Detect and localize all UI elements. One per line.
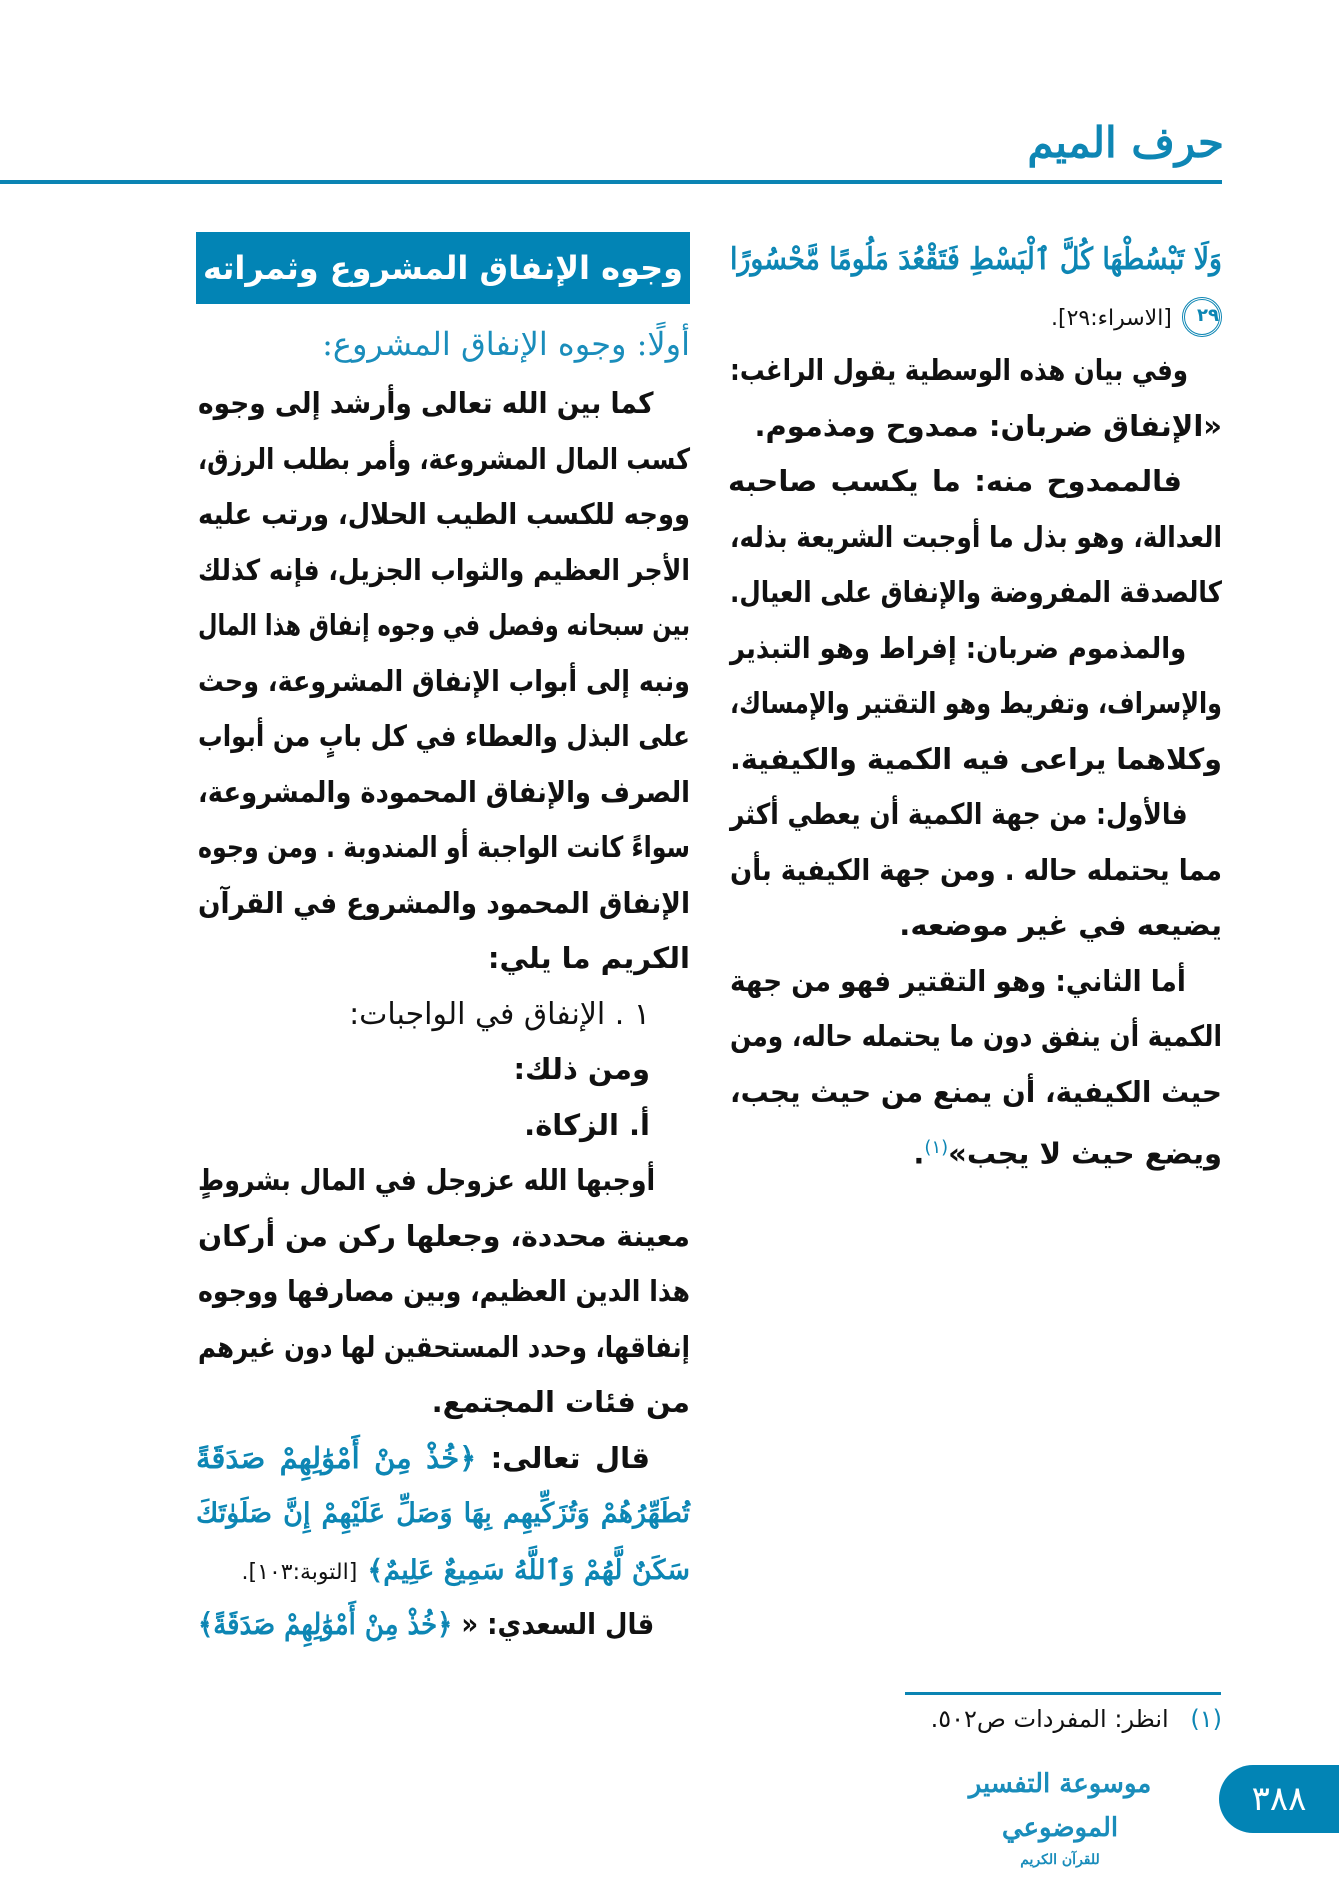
verse-line: وَلَا تَبْسُطْهَا كُلَّ ٱلْبَسْطِ فَتَقْعُدَ مَلُومًا مَّحْسُورًا — [730, 242, 1222, 277]
line-text: حيث الكيفية، أن يمنع من حيث يجب، — [730, 1074, 1222, 1109]
text-line — [198, 543, 690, 599]
line-text: ١ . الإنفاق في الواجبات: — [349, 996, 650, 1032]
header-divider — [0, 180, 1222, 184]
verse-reference: [الاسراء:٢٩]. — [1050, 305, 1172, 331]
ayah-number-ornament: ٢٩ — [1182, 297, 1222, 337]
quran-line: تُطَهِّرُهُمْ وَتُزَكِّيهِم بِهَا وَصَلِّ عَلَيْهِمْ إِنَّ صَلَوٰتَكَ — [196, 1498, 690, 1529]
logo-title: موسوعة التفسير الموضوعي — [968, 1769, 1152, 1843]
text-line — [198, 709, 690, 765]
quote-intro: قال تعالى: — [490, 1440, 650, 1475]
line-text: فالأول: من جهة الكمية أن يعطي أكثر — [730, 797, 1188, 831]
right-column — [728, 232, 1222, 1176]
line-text: وفي بيان هذه الوسطية يقول الراغب: — [730, 353, 1189, 387]
text-line — [728, 454, 1222, 510]
line-text: العدالة، وهو بذل ما أوجبت الشريعة بذله، — [730, 519, 1222, 554]
line-text: أ. الزكاة. — [524, 1107, 650, 1142]
text-line — [197, 654, 690, 710]
line-text: الصرف والإنفاق المحمودة والمشروعة، — [197, 774, 690, 809]
page-number: ٣٨٨ — [1219, 1765, 1339, 1833]
text-line — [196, 1098, 690, 1154]
line-text: ونبه إلى أبواب الإنفاق المشروعة، وحث — [197, 663, 690, 698]
text-line — [730, 732, 1222, 788]
line-text: فالممدوح منه: ما يكسب صاحبه — [728, 464, 1182, 498]
line-text: «الإنفاق ضربان: ممدوح ومذموم. — [754, 408, 1222, 443]
verse-reference: [التوبة:١٠٣]. — [241, 1559, 358, 1585]
text-line — [730, 510, 1222, 566]
quran-text: سَكَنٌ لَّهُمْ وَٱللَّهُ سَمِيعٌ عَلِيمٌ﴾ — [367, 1554, 690, 1586]
line-text: معينة محددة، وجعلها ركن من أركان — [198, 1218, 690, 1253]
line-text: أما الثاني: وهو التقتير فهو من جهة — [730, 963, 1186, 998]
line-text: هذا الدين العظيم، وبين مصارفها ووجوه — [198, 1274, 690, 1308]
text-line — [730, 1065, 1222, 1121]
line-text: ويضع حيث لا يجب» — [948, 1136, 1222, 1171]
line-text: الإنفاق المحمود والمشروع في القرآن — [198, 885, 691, 920]
text-line — [197, 432, 690, 488]
subheading: أولًا: وجوه الإنفاق المشروع: — [322, 325, 690, 363]
series-logo — [935, 1762, 1185, 1868]
text-line — [198, 876, 691, 932]
verse-ref-line — [728, 288, 1222, 344]
text-line — [198, 1320, 690, 1376]
line-text: أوجبها الله عزوجل في المال بشروطٍ — [198, 1163, 656, 1197]
text-line — [728, 898, 1222, 954]
line-text: والإسراف، وتفريط وهو التقتير والإمساك، — [730, 686, 1222, 720]
saadi-line — [197, 1597, 690, 1653]
footnote-divider — [905, 1692, 1221, 1695]
footnote-ref[interactable]: (١) — [924, 1137, 949, 1158]
line-text: ومن ذلك: — [513, 1052, 650, 1086]
text-line — [728, 399, 1222, 455]
line-text: إنفاقها، وحدد المستحقين لها دون غيرهم — [198, 1329, 690, 1364]
text-line — [730, 343, 1222, 399]
text-line — [730, 954, 1222, 1010]
line-text: كسب المال المشروعة، وأمر بطلب الرزق، — [197, 441, 690, 476]
footnote — [931, 1705, 1222, 1733]
quran-line — [196, 1542, 690, 1598]
text-line — [730, 621, 1222, 677]
line-text: والمذموم ضربان: إفراط وهو التبذير — [730, 630, 1187, 665]
text-line — [198, 487, 690, 543]
text-line — [730, 565, 1222, 621]
text-line — [198, 820, 690, 876]
text-line — [730, 843, 1222, 899]
line-text: وكلاهما يراعى فيه الكمية والكيفية. — [730, 741, 1222, 776]
text-line — [198, 376, 690, 432]
line-text: على البذل والعطاء في كل بابٍ من أبواب — [198, 719, 690, 753]
text-line — [198, 1153, 690, 1209]
text-line — [728, 1120, 1222, 1176]
text-line — [198, 1209, 690, 1265]
line-text: ووجه للكسب الطيب الحلال، ورتب عليه — [198, 497, 690, 531]
line-text: سواءً كانت الواجبة أو المندوبة . ومن وجوه — [198, 830, 690, 864]
left-column — [196, 232, 690, 1653]
line-text: الكمية أن ينفق دون ما يحتمله حاله، ومن — [730, 1019, 1222, 1053]
line-text: بين سبحانه وفصل في وجوه إنفاق هذا المال — [198, 608, 690, 642]
footnote-number: (١) — [1190, 1705, 1222, 1733]
saadi-intro: قال السعدي: « — [461, 1607, 655, 1641]
text-line — [196, 931, 690, 987]
text-line — [196, 987, 690, 1043]
text-line — [198, 1264, 690, 1320]
line-text: كالصدقة المفروضة والإنفاق على العيال. — [730, 575, 1222, 609]
text-line — [730, 676, 1222, 732]
text-line — [196, 1042, 690, 1098]
text-line — [196, 1375, 690, 1431]
line-text: مما يحتمله حاله . ومن جهة الكيفية بأن — [730, 852, 1222, 887]
chapter-title: حرف الميم — [1027, 118, 1224, 167]
footnote-text: انظر: المفردات ص٥٠٢. — [930, 1705, 1169, 1733]
quote-line — [196, 1431, 690, 1487]
line-text: الأجر العظيم والثواب الجزيل، فإنه كذلك — [198, 552, 690, 587]
line-text: من فئات المجتمع. — [431, 1385, 690, 1419]
text-line — [730, 1009, 1222, 1065]
text-line — [730, 787, 1222, 843]
text-line — [197, 765, 690, 821]
line-text: يضيعه في غير موضعه. — [899, 908, 1222, 942]
period: . — [913, 1136, 925, 1171]
text-line — [198, 598, 690, 654]
section-banner: وجوه الإنفاق المشروع وثمراته — [196, 232, 690, 304]
quran-text: ﴿خُذْ مِنْ أَمْوَٰلِهِمْ صَدَقَةً﴾ — [197, 1607, 453, 1641]
line-text: كما بين الله تعالى وأرشد إلى وجوه — [198, 386, 654, 420]
logo-subtitle: للقرآن الكريم — [1020, 1852, 1100, 1868]
line-text: الكريم ما يلي: — [487, 941, 690, 975]
quran-text: ﴿خُذْ مِنْ أَمْوَٰلِهِمْ صَدَقَةً — [196, 1440, 477, 1475]
